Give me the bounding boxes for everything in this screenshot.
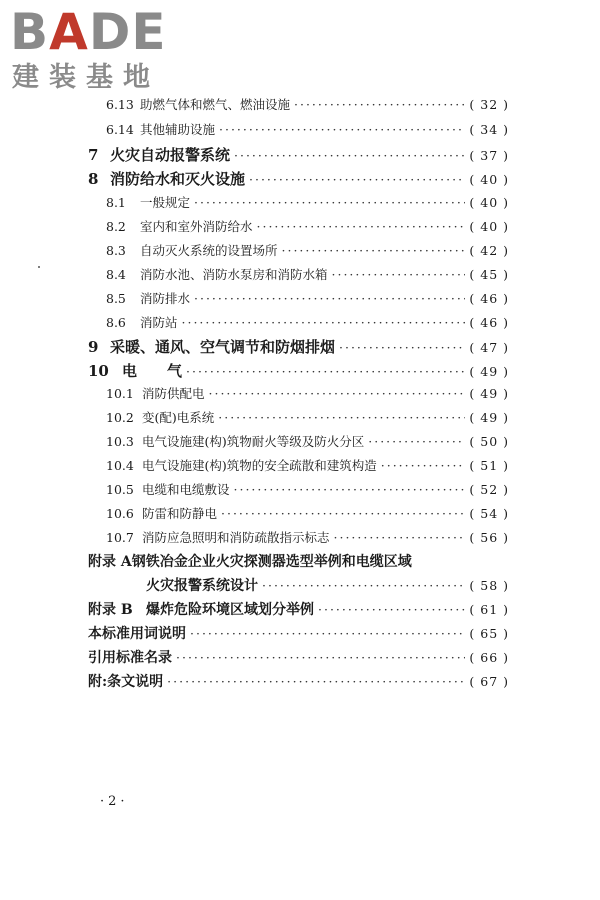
toc-chapter-page: ( 47 ) <box>469 340 509 355</box>
toc-entry-page: ( 34 ) <box>469 122 509 137</box>
logo-subtitle: 建装基地 <box>12 62 160 93</box>
toc-chapter-number: 8 <box>88 170 99 188</box>
toc-entry-page: ( 49 ) <box>469 386 509 401</box>
toc-chapter[interactable] <box>88 360 509 381</box>
toc-leader-dots <box>262 578 465 593</box>
toc-leader-dots <box>221 506 465 521</box>
toc-notes-page: ( 67 ) <box>469 674 509 689</box>
toc-leader-dots <box>234 482 466 497</box>
toc-entry-page: ( 40 ) <box>469 219 509 234</box>
toc-entry-page: ( 46 ) <box>469 315 509 330</box>
toc-terms-explanation[interactable] <box>88 623 509 643</box>
toc-entry[interactable] <box>106 313 509 331</box>
toc-entry-title: 变(配)电系统 <box>142 410 215 425</box>
toc-appendix-b-title: 爆炸危险环境区域划分举例 <box>146 602 314 618</box>
toc-entry[interactable] <box>106 289 509 307</box>
toc-entry-title: 一般规定 <box>140 195 191 210</box>
toc-leader-dots <box>332 267 466 282</box>
toc-chapter[interactable] <box>88 336 509 357</box>
bade-logo <box>6 4 181 94</box>
toc-entry-title: 消防应急照明和消防疏散指示标志 <box>142 530 330 545</box>
toc-chapter-title: 采暖、通风、空气调节和防烟排烟 <box>110 338 336 356</box>
toc-leader-dots <box>334 530 466 545</box>
toc-entry-title: 电气设施建(构)筑物耐火等级及防火分区 <box>142 434 365 449</box>
toc-entry-number: 10.5 <box>106 482 134 497</box>
toc-leader-dots <box>249 172 465 187</box>
toc-entry-title: 电气设施建(构)筑物的安全疏散和建筑构造 <box>142 458 377 473</box>
toc-entry-page: ( 50 ) <box>469 434 509 449</box>
toc-appendix-b-label: 附录 B <box>88 602 133 618</box>
toc-leader-dots <box>194 291 465 306</box>
toc-chapter[interactable] <box>88 144 509 165</box>
toc-leader-dots <box>381 458 466 473</box>
toc-leader-dots <box>318 602 465 617</box>
toc-chapter-page: ( 37 ) <box>469 148 509 163</box>
toc-leader-dots <box>234 148 465 163</box>
toc-entry-title: 其他辅助设施 <box>140 122 216 137</box>
toc-entry-page: ( 46 ) <box>469 291 509 306</box>
toc-entry-title: 助燃气体和燃气、燃油设施 <box>140 97 291 112</box>
toc-entry-number: 10.1 <box>106 386 134 401</box>
toc-entry-number: 8.5 <box>106 291 126 306</box>
toc-entry[interactable] <box>106 217 509 235</box>
toc-leader-dots <box>186 364 465 379</box>
toc-appendix-a-label: 附录 A <box>88 554 132 570</box>
toc-entry-number: 8.4 <box>106 267 126 282</box>
toc-entry-number: 6.13 <box>106 97 134 112</box>
toc-appendix-a[interactable] <box>88 551 509 571</box>
toc-entry[interactable] <box>106 384 509 402</box>
toc-chapter-page: ( 49 ) <box>469 364 509 379</box>
toc-leader-dots <box>182 315 466 330</box>
logo-wordmark: BADE <box>10 3 167 61</box>
toc-leader-dots <box>218 410 465 425</box>
toc-entry-page: ( 56 ) <box>469 530 509 545</box>
toc-entry[interactable] <box>106 193 509 211</box>
toc-entry-page: ( 42 ) <box>469 243 509 258</box>
toc-entry[interactable] <box>106 504 509 522</box>
toc-entry-page: ( 45 ) <box>469 267 509 282</box>
toc-entry-number: 8.6 <box>106 315 126 330</box>
toc-entry-title: 自动灭火系统的设置场所 <box>140 243 278 258</box>
toc-entry[interactable] <box>106 432 509 450</box>
toc-entry-title: 消防排水 <box>140 291 191 306</box>
toc-chapter[interactable] <box>88 168 509 189</box>
toc-entry-title: 电缆和电缆敷设 <box>142 482 230 497</box>
toc-entry-page: ( 54 ) <box>469 506 509 521</box>
toc-entry[interactable] <box>106 480 509 498</box>
toc-chapter-number: 7 <box>88 146 99 164</box>
toc-entry-number: 8.3 <box>106 243 126 258</box>
toc-entry-title: 消防水池、消防水泵房和消防水箱 <box>140 267 328 282</box>
toc-chapter-title: 消防给水和灭火设施 <box>110 170 246 188</box>
toc-entry-number: 10.6 <box>106 506 134 521</box>
toc-entry[interactable] <box>106 265 509 283</box>
toc-entry-number: 8.1 <box>106 195 126 210</box>
toc-entry[interactable] <box>106 120 509 138</box>
toc-leader-dots <box>339 340 465 355</box>
toc-leader-dots <box>219 122 465 137</box>
toc-entry[interactable] <box>106 241 509 259</box>
toc-entry-number: 6.14 <box>106 122 134 137</box>
toc-chapter-number: 9 <box>88 338 99 356</box>
toc-entry[interactable] <box>106 408 509 426</box>
toc-entry-page: ( 51 ) <box>469 458 509 473</box>
toc-leader-dots <box>368 434 465 449</box>
toc-entry-number: 8.2 <box>106 219 126 234</box>
toc-entry-title: 室内和室外消防给水 <box>140 219 253 234</box>
toc-appendix-a-title-line1: 钢铁冶金企业火灾探测器选型举例和电缆区域 <box>131 554 412 570</box>
toc-refs-title: 引用标准名录 <box>88 650 172 666</box>
toc-entry-title: 防雷和防静电 <box>142 506 218 521</box>
toc-leader-dots <box>282 243 466 258</box>
toc-appendix-a-page: ( 58 ) <box>469 578 509 593</box>
toc-entry[interactable] <box>106 528 509 546</box>
toc-terms-page: ( 65 ) <box>469 626 509 641</box>
toc-leader-dots <box>257 219 466 234</box>
toc-terms-title: 本标准用词说明 <box>88 626 186 642</box>
toc-entry-number: 10.2 <box>106 410 134 425</box>
toc-chapter-page: ( 40 ) <box>469 172 509 187</box>
toc-notes-title: 附:条文说明 <box>88 674 164 690</box>
scan-speck <box>38 266 40 268</box>
toc-entry-page: ( 52 ) <box>469 482 509 497</box>
toc-chapter-title: 电 气 <box>122 362 183 380</box>
toc-entry-page: ( 32 ) <box>469 97 509 112</box>
toc-entry-number: 10.7 <box>106 530 134 545</box>
toc-leader-dots <box>194 195 465 210</box>
toc-entry-page: ( 49 ) <box>469 410 509 425</box>
toc-article-notes[interactable] <box>88 671 509 691</box>
toc-refs-page: ( 66 ) <box>469 650 509 665</box>
toc-leader-dots <box>176 650 465 665</box>
toc-entry-title: 消防站 <box>140 315 178 330</box>
toc-entry-title: 消防供配电 <box>142 386 205 401</box>
toc-entry[interactable] <box>106 456 509 474</box>
toc-appendix-b-page: ( 61 ) <box>469 602 509 617</box>
toc-leader-dots <box>190 626 465 641</box>
toc-appendix-b[interactable] <box>88 599 509 619</box>
toc-entry-number: 10.3 <box>106 434 134 449</box>
toc-entry-page: ( 40 ) <box>469 195 509 210</box>
toc-appendix-a-title-line2: 火灾报警系统设计 <box>146 578 258 594</box>
toc-entry-number: 10.4 <box>106 458 134 473</box>
toc-leader-dots <box>209 386 466 401</box>
toc-leader-dots <box>167 674 465 689</box>
toc-entry[interactable] <box>106 95 509 113</box>
toc-appendix-a-continued[interactable] <box>146 575 509 595</box>
toc-referenced-standards[interactable] <box>88 647 509 667</box>
toc-chapter-number: 10 <box>88 362 109 380</box>
page-number: ·2· <box>100 794 129 809</box>
toc-chapter-title: 火灾自动报警系统 <box>110 146 231 164</box>
toc-leader-dots <box>294 97 465 112</box>
